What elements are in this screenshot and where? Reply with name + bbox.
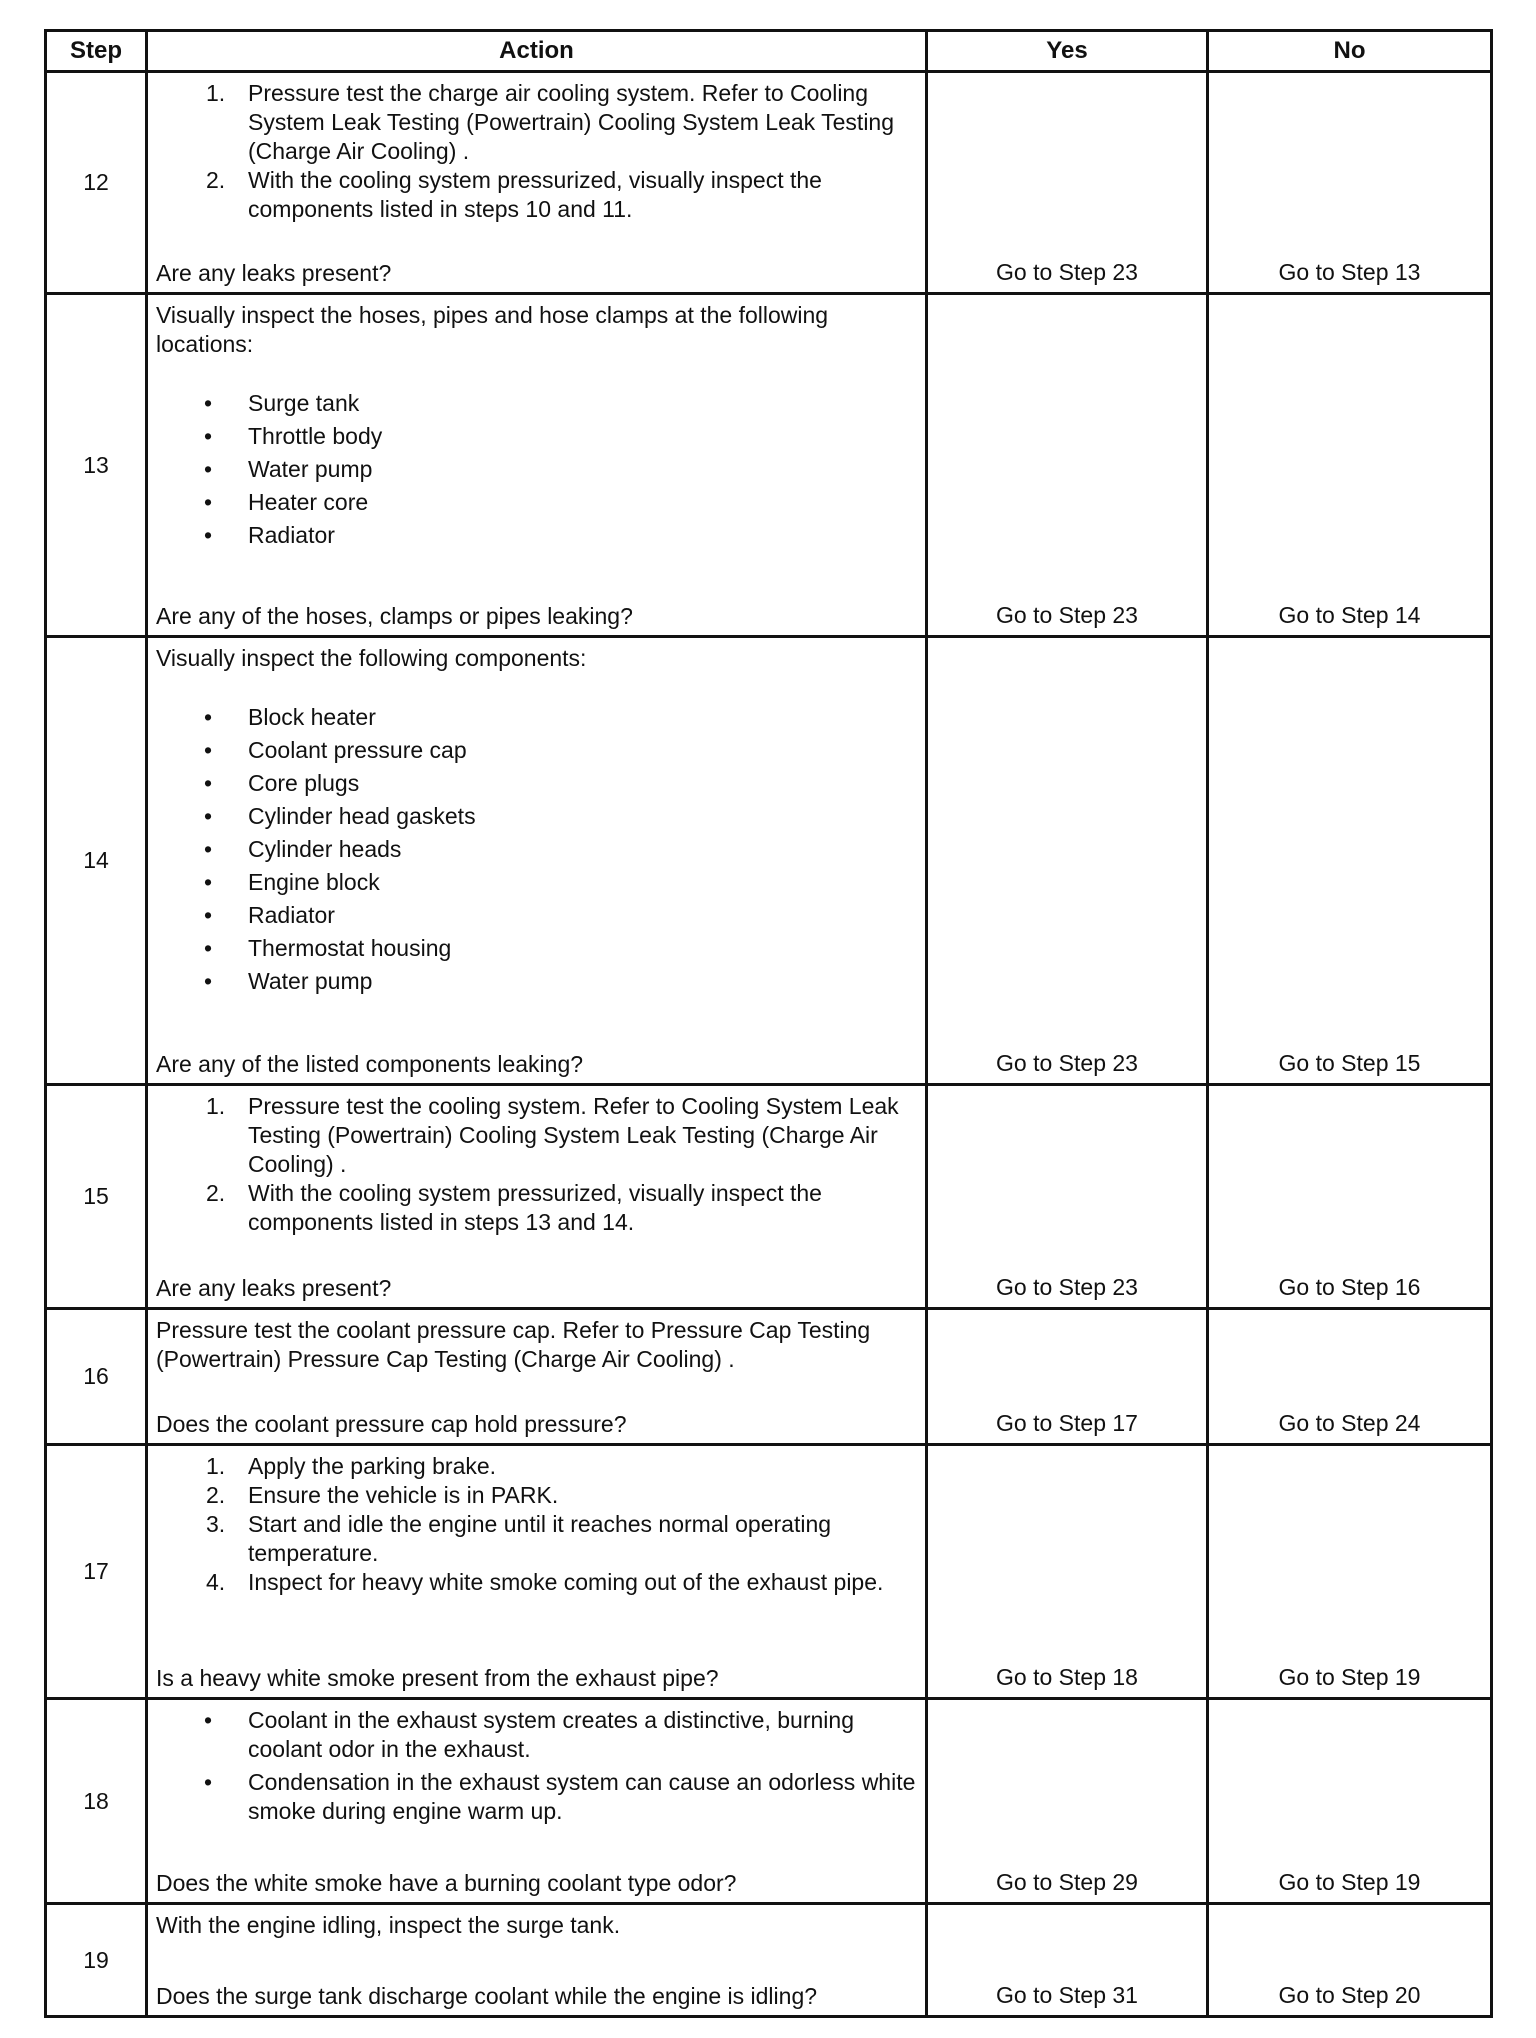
list-text: With the cooling system pressurized, visually inspect the components listed in steps 10 and 11. bbox=[248, 167, 822, 222]
list-item bbox=[156, 1568, 917, 1597]
no-cell bbox=[1208, 1445, 1492, 1699]
no-result: Go to Step 14 bbox=[1278, 602, 1421, 628]
list-item: • Cylinder heads bbox=[156, 833, 917, 866]
bullet-list bbox=[156, 701, 917, 998]
list-number: 2. bbox=[206, 167, 226, 193]
header-action: Action bbox=[147, 31, 927, 72]
list-item: • Radiator bbox=[156, 899, 917, 932]
action-intro: With the engine idling, inspect the surge tank. bbox=[156, 1912, 621, 1938]
list-item bbox=[156, 1092, 917, 1179]
list-item bbox=[156, 1179, 917, 1237]
no-result: Go to Step 15 bbox=[1278, 1050, 1421, 1076]
list-number: 1. bbox=[206, 1453, 226, 1479]
list-number: 3. bbox=[206, 1511, 226, 1537]
action-question: Are any of the hoses, clamps or pipes leaking? bbox=[156, 603, 633, 629]
list-item: • Heater core bbox=[156, 486, 917, 519]
action-question: Does the white smoke have a burning coolant type odor? bbox=[156, 1870, 737, 1896]
list-item: • Condensation in the exhaust system can cause an odorless white smoke during engine warm up. bbox=[156, 1768, 917, 1826]
no-cell bbox=[1208, 637, 1492, 1085]
list-item: • Cylinder head gaskets bbox=[156, 800, 917, 833]
yes-result: Go to Step 17 bbox=[996, 1410, 1138, 1436]
action-cell bbox=[147, 294, 927, 637]
list-text: Ensure the vehicle is in PARK. bbox=[248, 1482, 559, 1508]
list-item bbox=[156, 1510, 917, 1568]
list-item: • Coolant in the exhaust system creates a distinctive, burning coolant odor in the exhaust. bbox=[156, 1706, 917, 1764]
list-number: 2. bbox=[206, 1180, 226, 1206]
no-cell bbox=[1208, 294, 1492, 637]
yes-cell bbox=[927, 1445, 1208, 1699]
action-cell bbox=[147, 637, 927, 1085]
action-intro: Pressure test the coolant pressure cap. Refer to Pressure Cap Testing (Powertrain) Pressure Cap Testing (Charge Air Cooling) . bbox=[156, 1317, 871, 1372]
action-cell bbox=[147, 72, 927, 294]
list-item: • Water pump bbox=[156, 453, 917, 486]
action-question: Does the surge tank discharge coolant while the engine is idling? bbox=[156, 1983, 818, 2009]
list-item bbox=[156, 79, 917, 166]
yes-result: Go to Step 23 bbox=[996, 1274, 1138, 1300]
yes-result: Go to Step 23 bbox=[996, 602, 1138, 628]
header-yes: Yes bbox=[927, 31, 1208, 72]
action-question: Are any of the listed components leaking? bbox=[156, 1051, 584, 1077]
table-row bbox=[46, 294, 1492, 637]
action-cell bbox=[147, 1309, 927, 1445]
list-item bbox=[156, 166, 917, 224]
action-question: Does the coolant pressure cap hold pressure? bbox=[156, 1411, 627, 1437]
table-row bbox=[46, 1445, 1492, 1699]
numbered-list bbox=[156, 79, 917, 224]
yes-result: Go to Step 23 bbox=[996, 259, 1138, 285]
list-text: Pressure test the cooling system. Refer to Cooling System Leak Testing (Powertrain) Cooling System Leak Testing (Charge Air Cooling) . bbox=[248, 1093, 899, 1177]
yes-cell bbox=[927, 294, 1208, 637]
no-result: Go to Step 16 bbox=[1278, 1274, 1421, 1300]
action-cell bbox=[147, 1699, 927, 1904]
yes-cell bbox=[927, 1699, 1208, 1904]
list-item: • Engine block bbox=[156, 866, 917, 899]
list-item: • Block heater bbox=[156, 701, 917, 734]
yes-cell bbox=[927, 1085, 1208, 1309]
table-row bbox=[46, 1085, 1492, 1309]
bullet-list bbox=[156, 387, 917, 552]
header-step: Step bbox=[46, 31, 147, 72]
action-question: Is a heavy white smoke present from the exhaust pipe? bbox=[156, 1665, 719, 1691]
step-number: 13 bbox=[46, 294, 147, 637]
no-result: Go to Step 24 bbox=[1278, 1410, 1421, 1436]
no-cell bbox=[1208, 1904, 1492, 2017]
step-number: 17 bbox=[46, 1445, 147, 1699]
yes-cell bbox=[927, 637, 1208, 1085]
step-number: 15 bbox=[46, 1085, 147, 1309]
header-no: No bbox=[1208, 31, 1492, 72]
yes-cell bbox=[927, 1309, 1208, 1445]
list-text: Start and idle the engine until it reaches normal operating temperature. bbox=[248, 1511, 832, 1566]
yes-result: Go to Step 29 bbox=[996, 1869, 1138, 1895]
action-intro: Visually inspect the hoses, pipes and hose clamps at the following locations: bbox=[156, 302, 829, 357]
table-row bbox=[46, 1309, 1492, 1445]
table-row bbox=[46, 1699, 1492, 1904]
table-row bbox=[46, 72, 1492, 294]
step-number: 14 bbox=[46, 637, 147, 1085]
step-number: 19 bbox=[46, 1904, 147, 2017]
no-cell bbox=[1208, 1309, 1492, 1445]
action-question: Are any leaks present? bbox=[156, 260, 392, 286]
action-cell bbox=[147, 1085, 927, 1309]
list-text: Apply the parking brake. bbox=[248, 1453, 497, 1479]
yes-cell bbox=[927, 72, 1208, 294]
no-result: Go to Step 19 bbox=[1278, 1869, 1421, 1895]
list-item: • Water pump bbox=[156, 965, 917, 998]
action-cell bbox=[147, 1445, 927, 1699]
action-cell bbox=[147, 1904, 927, 2017]
no-cell bbox=[1208, 1085, 1492, 1309]
list-text: With the cooling system pressurized, visually inspect the components listed in steps 13 and 14. bbox=[248, 1180, 822, 1235]
table-row bbox=[46, 1904, 1492, 2017]
list-number: 1. bbox=[206, 80, 226, 106]
step-number: 12 bbox=[46, 72, 147, 294]
step-number: 18 bbox=[46, 1699, 147, 1904]
list-item: • Surge tank bbox=[156, 387, 917, 420]
list-item: • Coolant pressure cap bbox=[156, 734, 917, 767]
list-item bbox=[156, 1481, 917, 1510]
list-text: Pressure test the charge air cooling system. Refer to Cooling System Leak Testing (Powertrain) Cooling System Leak Testing (Charge Air Cooling) . bbox=[248, 80, 895, 164]
no-result: Go to Step 13 bbox=[1278, 259, 1421, 285]
list-number: 1. bbox=[206, 1093, 226, 1119]
no-result: Go to Step 19 bbox=[1278, 1664, 1421, 1690]
list-text: Inspect for heavy white smoke coming out of the exhaust pipe. bbox=[248, 1569, 884, 1595]
action-question: Are any leaks present? bbox=[156, 1275, 392, 1301]
list-item: • Thermostat housing bbox=[156, 932, 917, 965]
yes-cell bbox=[927, 1904, 1208, 2017]
yes-result: Go to Step 18 bbox=[996, 1664, 1138, 1690]
table-row bbox=[46, 637, 1492, 1085]
no-cell bbox=[1208, 72, 1492, 294]
list-number: 4. bbox=[206, 1569, 226, 1595]
list-number: 2. bbox=[206, 1482, 226, 1508]
list-item: • Radiator bbox=[156, 519, 917, 552]
header-row bbox=[46, 31, 1492, 72]
numbered-list bbox=[156, 1452, 917, 1597]
list-item bbox=[156, 1452, 917, 1481]
no-cell bbox=[1208, 1699, 1492, 1904]
bullet-list bbox=[156, 1706, 917, 1826]
diagnostic-table bbox=[44, 29, 1493, 2018]
action-intro: Visually inspect the following components: bbox=[156, 645, 587, 671]
numbered-list bbox=[156, 1092, 917, 1237]
no-result: Go to Step 20 bbox=[1278, 1982, 1421, 2008]
yes-result: Go to Step 23 bbox=[996, 1050, 1138, 1076]
list-item: • Core plugs bbox=[156, 767, 917, 800]
list-item: • Throttle body bbox=[156, 420, 917, 453]
yes-result: Go to Step 31 bbox=[996, 1982, 1138, 2008]
step-number: 16 bbox=[46, 1309, 147, 1445]
